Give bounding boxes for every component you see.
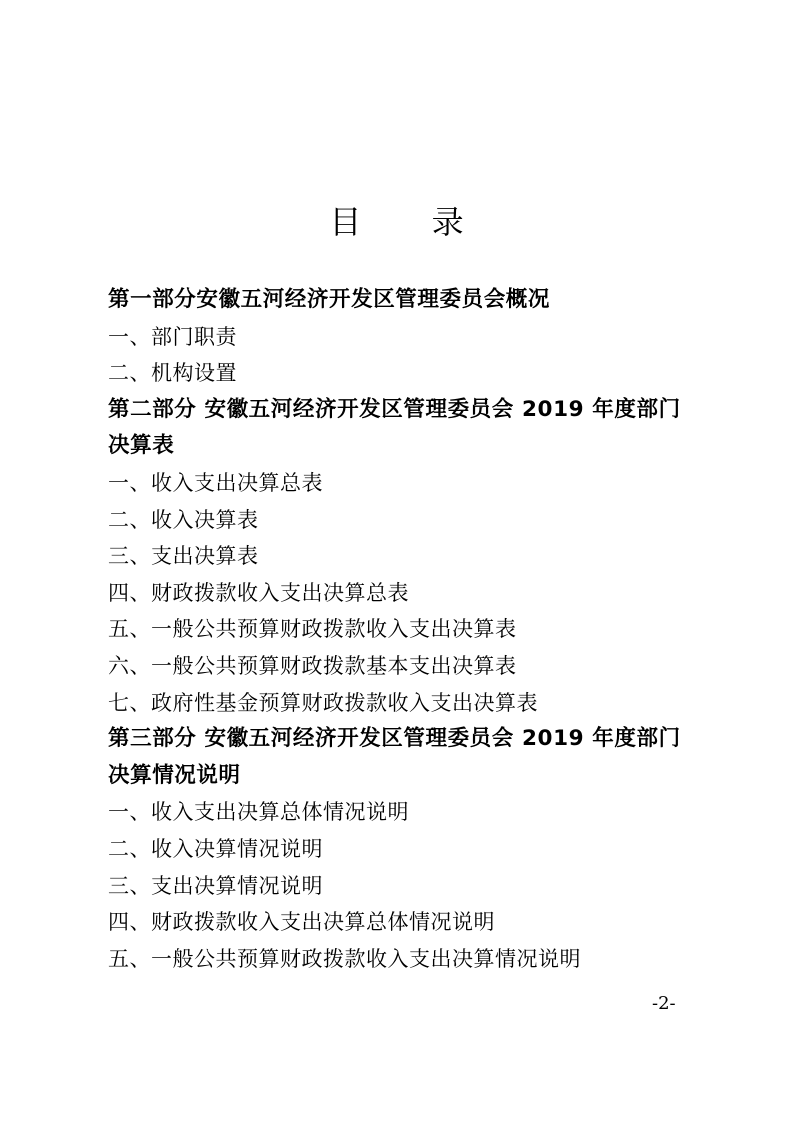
table-of-contents xyxy=(108,282,698,977)
toc-item: 七、政府性基金预算财政拨款收入支出决算表 xyxy=(108,690,538,715)
toc-item: 二、机构设置 xyxy=(108,361,237,386)
toc-item: 四、财政拨款收入支出决算总表 xyxy=(108,580,409,605)
page-title: 目 录 xyxy=(329,203,494,241)
toc-section: 第二部分 安徽五河经济开发区管理委员会 2019 年度部门决算表 xyxy=(108,396,681,459)
toc-item: 三、支出决算表 xyxy=(108,544,259,569)
toc-section: 第一部分安徽五河经济开发区管理委员会概况 xyxy=(108,287,551,312)
toc-item: 六、一般公共预算财政拨款基本支出决算表 xyxy=(108,653,517,678)
toc-item: 一、收入支出决算总表 xyxy=(108,470,323,495)
toc-item: 一、部门职责 xyxy=(108,324,237,349)
toc-item: 二、收入决算情况说明 xyxy=(108,836,323,861)
toc-item: 二、收入决算表 xyxy=(108,507,259,532)
toc-item: 五、一般公共预算财政拨款收入支出决算表 xyxy=(108,617,517,642)
toc-item: 五、一般公共预算财政拨款收入支出决算情况说明 xyxy=(108,946,581,971)
toc-item: 一、收入支出决算总体情况说明 xyxy=(108,800,409,825)
page-number: -2- xyxy=(652,993,676,1014)
toc-item: 三、支出决算情况说明 xyxy=(108,873,323,898)
toc-section: 第三部分 安徽五河经济开发区管理委员会 2019 年度部门决算情况说明 xyxy=(108,726,681,788)
toc-item: 四、财政拨款收入支出决算总体情况说明 xyxy=(108,910,495,935)
